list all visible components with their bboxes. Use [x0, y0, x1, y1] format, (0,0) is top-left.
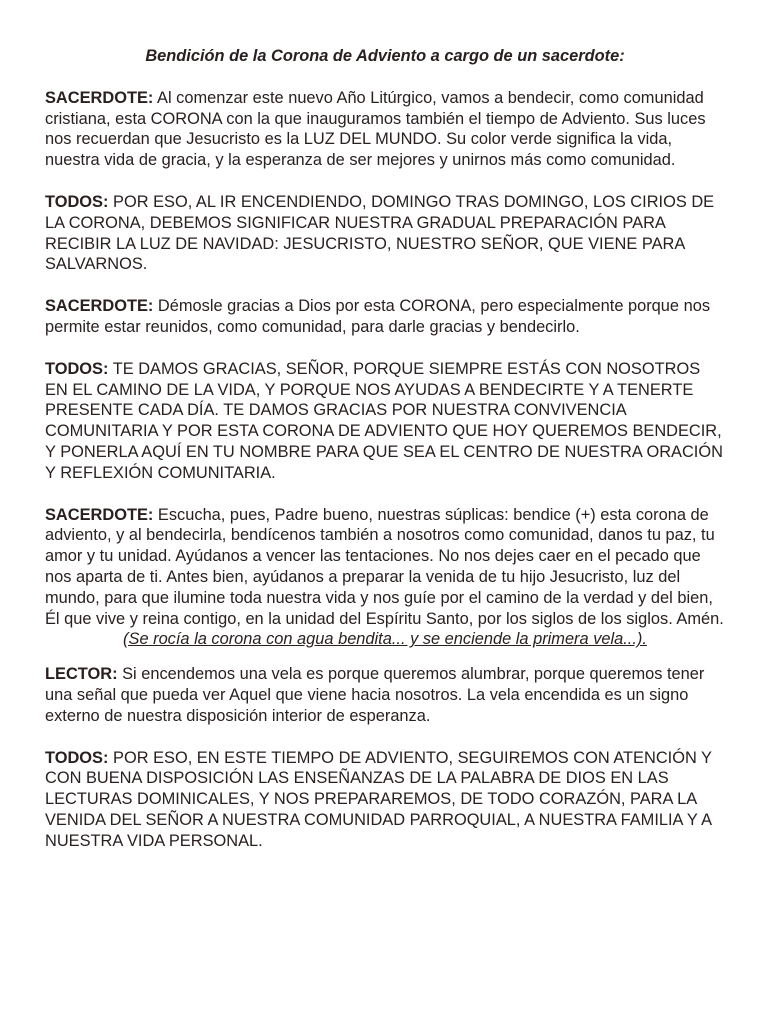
speaker-label: TODOS:: [45, 748, 109, 767]
paragraph-text: Démosle gracias a Dios por esta CORONA, pero especialmente porque nos permite estar reunidos, como comunidad, para darle gracias y bendecirlo.: [45, 297, 711, 336]
document-title: Bendición de la Corona de Adviento a cargo de un sacerdote:: [145, 47, 625, 65]
speaker-label: SACERDOTE:: [45, 88, 154, 107]
speaker-label: LECTOR:: [45, 665, 118, 684]
paragraph-sacerdote-3: [45, 505, 725, 630]
paragraph-todos-2: [45, 359, 725, 484]
paragraph-text: Al comenzar este nuevo Año Litúrgico, vamos a bendecir, como comunidad cristiana, esta CORONA con la que inauguramos también el tiempo de Adviento. Sus luces nos recuerdan que Jesucristo es la LUZ DEL MUNDO. Su color verde significa la vida, nuestra vida de gracia, y la esperanza de ser mejores y unirnos más como comunidad.: [45, 88, 706, 170]
speaker-label: SACERDOTE:: [45, 297, 154, 316]
document-page: [45, 46, 725, 873]
paragraph-sacerdote-2: [45, 296, 725, 338]
paragraph-text: Escucha, pues, Padre bueno, nuestras súplicas: bendice (+) esta corona de adviento, y al bendecirla, bendícenos también a nosotros como comunidad, danos tu paz, tu amor y tu unidad. Ayúdanos a vencer las tentaciones. No nos dejes caer en el pecado que nos aparta de ti. Antes bien, ayúdanos a preparar la venida de tu hijo Jesucristo, luz del mundo, para que ilumine toda nuestra vida y nos guíe por el camino de la verdad y del bien, Él que vive y reina contigo, en la unidad del Espíritu Santo, por los siglos de los siglos. Amén.: [45, 505, 724, 628]
paragraph-lector: [45, 664, 725, 726]
speaker-label: TODOS:: [45, 359, 109, 378]
paragraph-text: POR ESO, AL IR ENCENDIENDO, DOMINGO TRAS DOMINGO, LOS CIRIOS DE LA CORONA, DEBEMOS SIGNIFICAR NUESTRA GRADUAL PREPARACIÓN PARA RECIBIR LA LUZ DE NAVIDAD: JESUCRISTO, NUESTRO SEÑOR, QUE VIENE PARA SALVARNOS.: [45, 192, 715, 274]
rubric-instruction: (Se rocía la corona con agua bendita... y se enciende la primera vela...).: [123, 630, 647, 649]
paragraph-todos-3: [45, 748, 725, 852]
paragraph-text: POR ESO, EN ESTE TIEMPO DE ADVIENTO, SEGUIREMOS CON ATENCIÓN Y CON BUENA DISPOSICIÓN LAS ENSEÑANZAS DE LA PALABRA DE DIOS EN LAS LECTURAS DOMINICALES, Y NOS PREPARAREMOS, DE TODO CORAZÓN, PARA LA VENIDA DEL SEÑOR A NUESTRA COMUNIDAD PARROQUIAL, A NUESTRA FAMILIA Y A NUESTRA VIDA PERSONAL.: [45, 748, 712, 850]
speaker-label: TODOS:: [45, 192, 109, 211]
speaker-label: SACERDOTE:: [45, 505, 154, 524]
paragraph-text: TE DAMOS GRACIAS, SEÑOR, PORQUE SIEMPRE ESTÁS CON NOSOTROS EN EL CAMINO DE LA VIDA, Y PORQUE NOS AYUDAS A BENDECIRTE Y A TENERTE PRESENTE CADA DÍA. TE DAMOS GRACIAS POR NUESTRA CONVIVENCIA COMUNITARIA Y POR ESTA CORONA DE ADVIENTO QUE HOY QUEREMOS BENDECIR, Y PONERLA AQUÍ EN TU NOMBRE PARA QUE SEA EL CENTRO DE NUESTRA ORACIÓN Y REFLEXIÓN COMUNITARIA.: [45, 359, 723, 482]
paragraph-text: Si encendemos una vela es porque queremos alumbrar, porque queremos tener una señal que pueda ver Aquel que viene hacia nosotros. La vela encendida es un signo externo de nuestra disposición interior de esperanza.: [45, 665, 705, 725]
paragraph-todos-1: [45, 192, 725, 275]
paragraph-sacerdote-1: [45, 88, 725, 171]
